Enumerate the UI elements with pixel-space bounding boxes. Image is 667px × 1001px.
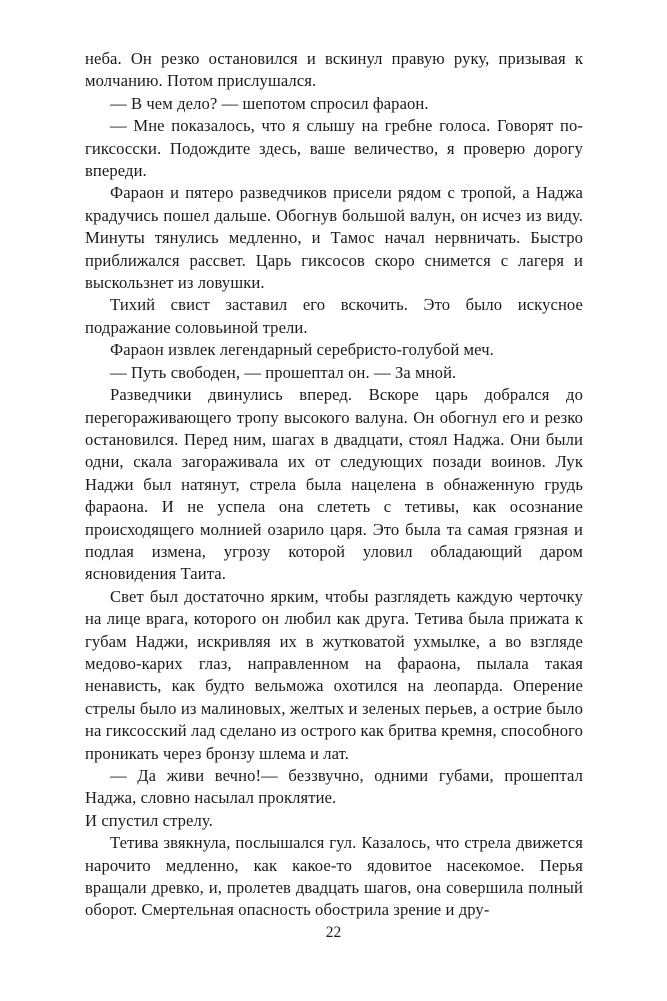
paragraph: Фараон и пятеро разведчиков присели рядом с тропой, а Наджа крадучись пошел дальше. Обогнув большой валун, он исчез из виду. Минуты тянулись медленно, и Тамос начал нервничать. Быстро приближался рассвет. Царь гиксосов скоро снимется с лагеря и выскользнет из ловушки. <box>85 183 583 293</box>
paragraph: Фараон извлек легендарный серебристо-голубой меч. <box>110 340 494 360</box>
page-number: 22 <box>325 924 342 941</box>
paragraph: — Да живи вечно!— беззвучно, одними губами, прошептал Наджа, словно насылал проклятие. <box>85 766 583 808</box>
paragraph: И спустил стрелу. <box>85 810 213 830</box>
paragraph: Свет был достаточно ярким, чтобы разглядеть каждую черточку на лице врага, которого он любил как друга. Тетива была прижата к губам Наджи, искривляя их в жутковатой ухмылке, а во взгляде медово-карих глаз, направленном на фараона, пылала такая ненависть, как будто вельможа охотился на леопарда. Оперение стрелы было из малиновых, желтых и зеленых перьев, а острие было на гиксосский лад сделано из острого как бритва кремня, способного проникать через бронзу шлема и лат. <box>85 586 583 763</box>
paragraph: — Мне показалось, что я слышу на гребне голоса. Говорят по-гиксосски. Подождите здесь, ваше величество, я проверю дорогу впереди. <box>85 116 583 181</box>
page-text <box>85 48 583 922</box>
paragraph: неба. Он резко остановился и вскинул правую руку, призывая к молчанию. Потом прислушался. <box>85 49 583 91</box>
paragraph: Разведчики двинулись вперед. Вскоре царь добрался до перегораживающего тропу высокого валуна. Он обогнул его и резко остановился. Перед ним, шагах в двадцати, стоял Наджа. Они были одни, скала загораживала их от следующих позади воинов. Лук Наджи был натянут, стрела была нацелена в обнаженную грудь фараона. И не успела она слететь с тетивы, как осознание происходящего молнией озарило царя. Это была та самая грязная и подлая измена, угрозу которой уловил обладающий даром ясновидения Таита. <box>85 385 583 584</box>
paragraph: — Путь свободен, — прошептал он. — За мной. <box>110 362 457 382</box>
paragraph: — В чем дело? — шепотом спросил фараон. <box>110 93 429 113</box>
paragraph: Тихий свист заставил его вскочить. Это было искусное подражание соловьиной трели. <box>85 295 583 337</box>
paragraph: Тетива звякнула, послышался гул. Казалось, что стрела движется нарочито медленно, как какое-то ядовитое насекомое. Перья вращали древко, и, пролетев двадцать шагов, она совершила полный оборот. Смертельная опасность обострила зрение и дру- <box>85 833 583 920</box>
